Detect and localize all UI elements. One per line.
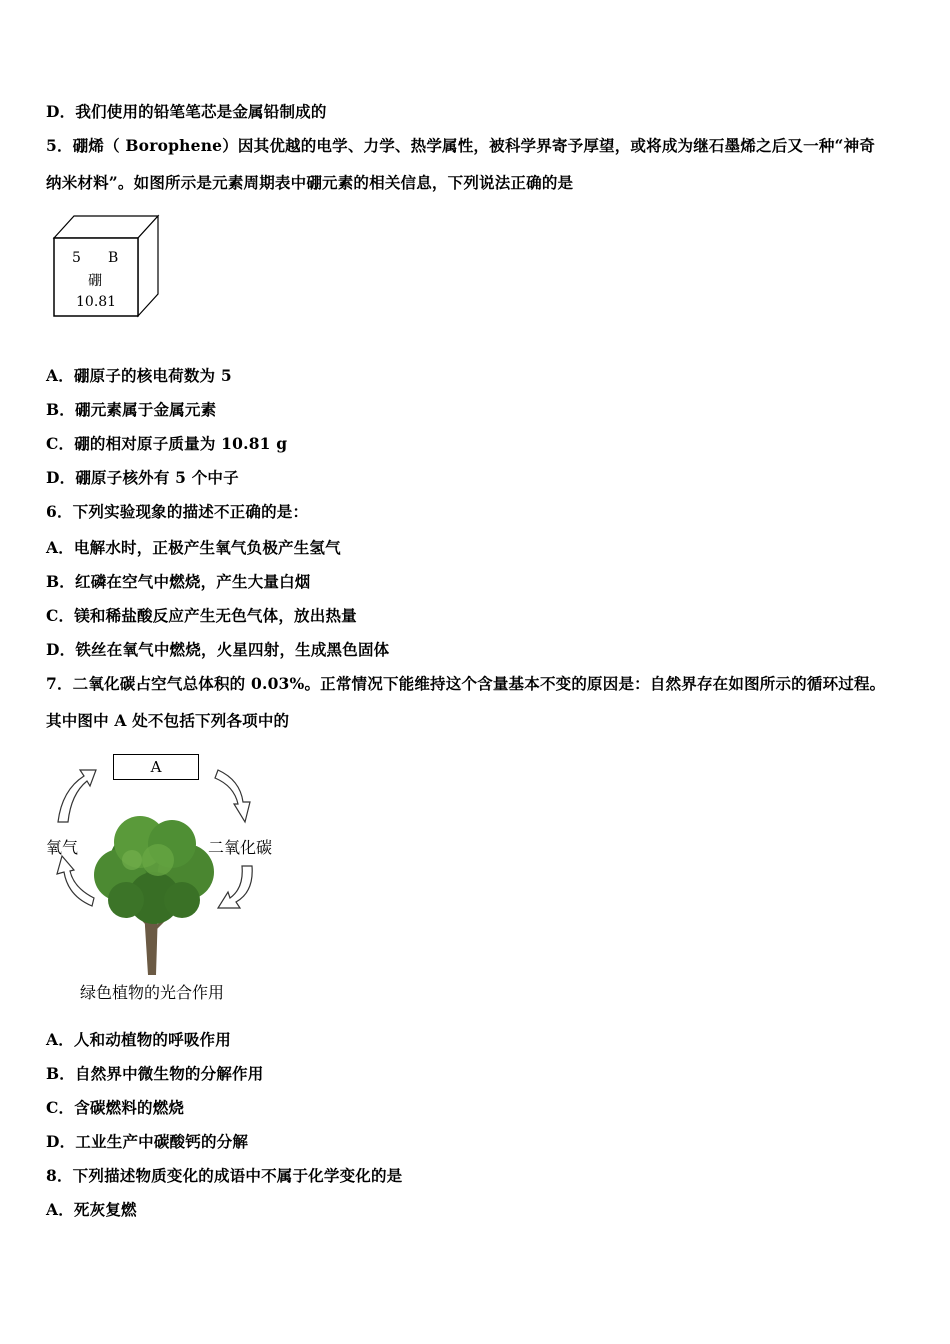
q7-option-d: D．工业生产中碳酸钙的分解	[46, 1132, 249, 1151]
q6-option-a: A．电解水时，正极产生氧气负极产生氢气	[46, 538, 341, 557]
q4-option-d: D．我们使用的铅笔笔芯是金属铅制成的	[46, 102, 327, 121]
q5-stem-line1: 5．硼烯（ Borophene）因其优越的电学、力学、热学属性，被科学界寄予厚望，或将成为继石墨烯之后又一种“神奇	[46, 136, 876, 155]
q7-option-a: A．人和动植物的呼吸作用	[46, 1030, 231, 1049]
q8-option-a: A．死灰复燃	[46, 1200, 137, 1219]
q7-option-b: B．自然界中微生物的分解作用	[46, 1064, 264, 1083]
q6-option-c: C．镁和稀盐酸反应产生无色气体，放出热量	[46, 606, 357, 625]
label-oxygen: 氧气	[46, 838, 79, 857]
carbon-cycle-diagram	[40, 750, 300, 1010]
element-symbol: B	[108, 250, 119, 266]
atomic-mass: 10.81	[76, 294, 117, 310]
q5-option-a: A．硼原子的核电荷数为 5	[46, 366, 232, 385]
atomic-number: 5	[72, 250, 81, 266]
arrow-co2-to-tree-icon	[218, 866, 252, 908]
label-carbon-dioxide: 二氧化碳	[208, 838, 273, 857]
q5-option-d: D．硼原子核外有 5 个中子	[46, 468, 239, 487]
cycle-arrows	[40, 750, 300, 1010]
tree-icon	[94, 816, 214, 975]
q6-stem: 6．下列实验现象的描述不正确的是：	[46, 502, 309, 521]
label-photosynthesis: 绿色植物的光合作用	[80, 983, 225, 1002]
cycle-box-a: A	[113, 754, 199, 780]
q7-stem-line2: 其中图中 A 处不包括下列各项中的	[46, 711, 290, 730]
arrow-a-to-co2-icon	[215, 770, 250, 822]
arrow-tree-to-oxygen-icon	[57, 856, 94, 906]
q5-stem-line2: 纳米材料”。如图所示是元素周期表中硼元素的相关信息，下列说法正确的是	[46, 173, 574, 192]
q5-option-b: B．硼元素属于金属元素	[46, 400, 217, 419]
q6-option-d: D．铁丝在氧气中燃烧，火星四射，生成黑色固体	[46, 640, 390, 659]
q5-option-c: C．硼的相对原子质量为 10.81 g	[46, 434, 288, 453]
q6-option-b: B．红磷在空气中燃烧，产生大量白烟	[46, 572, 311, 591]
element-name: 硼	[88, 273, 102, 289]
q8-stem: 8．下列描述物质变化的成语中不属于化学变化的是	[46, 1166, 403, 1185]
q7-stem-line1: 7．二氧化碳占空气总体积的 0.03%。正常情况下能维持这个含量基本不变的原因是：自然界存在如图所示的循环过程。	[46, 674, 886, 693]
q7-option-c: C．含碳燃料的燃烧	[46, 1098, 185, 1117]
arrow-oxygen-to-a-icon	[58, 770, 96, 822]
boron-element-card	[46, 210, 164, 322]
